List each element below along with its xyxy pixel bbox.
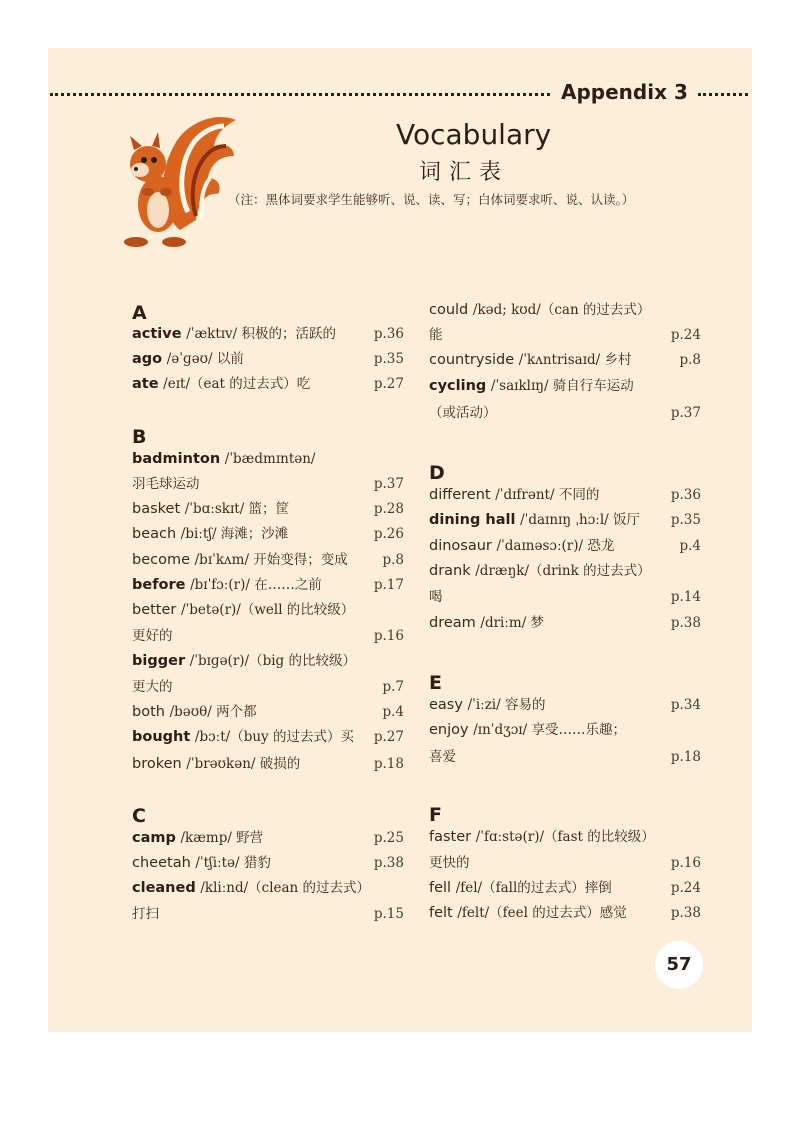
dotted-rule-right bbox=[698, 93, 748, 96]
vocab-entry: before /bɪˈfɔː(r)/ 在……之前 p.17 bbox=[132, 577, 404, 593]
vocab-entry: cheetah /ˈtʃiːtə/ 猎豹 p.38 bbox=[132, 855, 404, 871]
vocab-entry: become /bɪˈkʌm/ 开始变得；变成 p.8 bbox=[132, 552, 404, 568]
vocab-entry: could /kəd; kʊd/（can 的过去式） bbox=[429, 302, 651, 318]
vocab-entry: camp /kæmp/ 野营 p.25 bbox=[132, 830, 404, 846]
vocab-entry-continuation: 喜爱 p.18 bbox=[429, 749, 701, 765]
vocab-entry: different /ˈdɪfrənt/ 不同的 p.36 bbox=[429, 487, 701, 503]
vocab-entry: dream /driːm/ 梦 p.38 bbox=[429, 615, 701, 631]
vocab-entry-continuation: 能 p.24 bbox=[429, 327, 701, 343]
page-title: Vocabulary bbox=[396, 118, 552, 151]
section-letter-f: F bbox=[429, 804, 442, 826]
vocab-entry-continuation: 打扫 p.15 bbox=[132, 906, 404, 922]
page-note: （注：黑体词要求学生能够听、说、读、写；白体词要求听、说、认读。） bbox=[228, 192, 635, 207]
vocab-entry: active /ˈæktɪv/ 积极的；活跃的 p.36 bbox=[132, 326, 404, 342]
vocab-entry: ate /eɪt/（eat 的过去式）吃 p.27 bbox=[132, 376, 404, 392]
vocab-entry-continuation: 更好的 p.16 bbox=[132, 628, 404, 644]
page-number: 57 bbox=[655, 941, 703, 989]
vocab-entry: better /ˈbetə(r)/（well 的比较级） bbox=[132, 602, 355, 618]
appendix-label: Appendix 3 bbox=[561, 80, 688, 104]
dotted-rule-left bbox=[50, 93, 550, 96]
page-title-chinese: 词汇表 bbox=[419, 160, 510, 185]
section-letter-d: D bbox=[429, 462, 445, 484]
vocab-entry: drank /dræŋk/（drink 的过去式） bbox=[429, 563, 651, 579]
vocab-entry: fell /fel/（fall的过去式）摔倒 p.24 bbox=[429, 880, 701, 896]
squirrel-illustration bbox=[118, 112, 242, 254]
section-letter-b: B bbox=[132, 426, 147, 448]
vocab-entry: dining hall /ˈdaɪnɪŋ ˌhɔːl/ 饭厅 p.35 bbox=[429, 512, 701, 528]
vocab-entry: cycling /ˈsaɪklɪŋ/ 骑自行车运动 bbox=[429, 378, 634, 394]
vocab-entry: both /bəʊθ/ 两个都 p.4 bbox=[132, 704, 404, 720]
section-letter-c: C bbox=[132, 805, 146, 827]
vocab-entry: felt /felt/（feel 的过去式）感觉 p.38 bbox=[429, 905, 701, 921]
vocab-entry-continuation: 喝 p.14 bbox=[429, 589, 701, 605]
vocab-entry: bought /bɔːt/（buy 的过去式）买 p.27 bbox=[132, 729, 404, 745]
section-letter-e: E bbox=[429, 672, 442, 694]
vocab-entry: basket /ˈbɑːskɪt/ 篮；筐 p.28 bbox=[132, 501, 404, 517]
vocab-entry: ago /əˈɡəʊ/ 以前 p.35 bbox=[132, 351, 404, 367]
vocab-entry-continuation: 更大的 p.7 bbox=[132, 679, 404, 695]
vocab-entry: cleaned /kliːnd/（clean 的过去式） bbox=[132, 880, 371, 896]
vocab-entry: bigger /ˈbɪɡə(r)/（big 的比较级） bbox=[132, 653, 356, 669]
section-letter-a: A bbox=[132, 302, 147, 324]
vocab-entry: broken /ˈbrəʊkən/ 破损的 p.18 bbox=[132, 756, 404, 772]
vocab-entry-continuation: 更快的 p.16 bbox=[429, 855, 701, 871]
vocab-entry: beach /biːtʃ/ 海滩；沙滩 p.26 bbox=[132, 526, 404, 542]
vocab-entry: easy /ˈiːzi/ 容易的 p.34 bbox=[429, 697, 701, 713]
vocab-entry: countryside /ˈkʌntrisaɪd/ 乡村 p.8 bbox=[429, 352, 701, 368]
vocab-entry: faster /ˈfɑːstə(r)/（fast 的比较级） bbox=[429, 829, 655, 845]
vocab-entry-continuation: 羽毛球运动 p.37 bbox=[132, 476, 404, 492]
vocab-entry: badminton /ˈbædmɪntən/ bbox=[132, 451, 316, 467]
vocab-entry: dinosaur /ˈdaɪnəsɔː(r)/ 恐龙 p.4 bbox=[429, 538, 701, 554]
vocab-entry: enjoy /ɪnˈdʒɔɪ/ 享受……乐趣； bbox=[429, 722, 626, 738]
vocab-entry-continuation: （或活动） p.37 bbox=[429, 405, 701, 421]
